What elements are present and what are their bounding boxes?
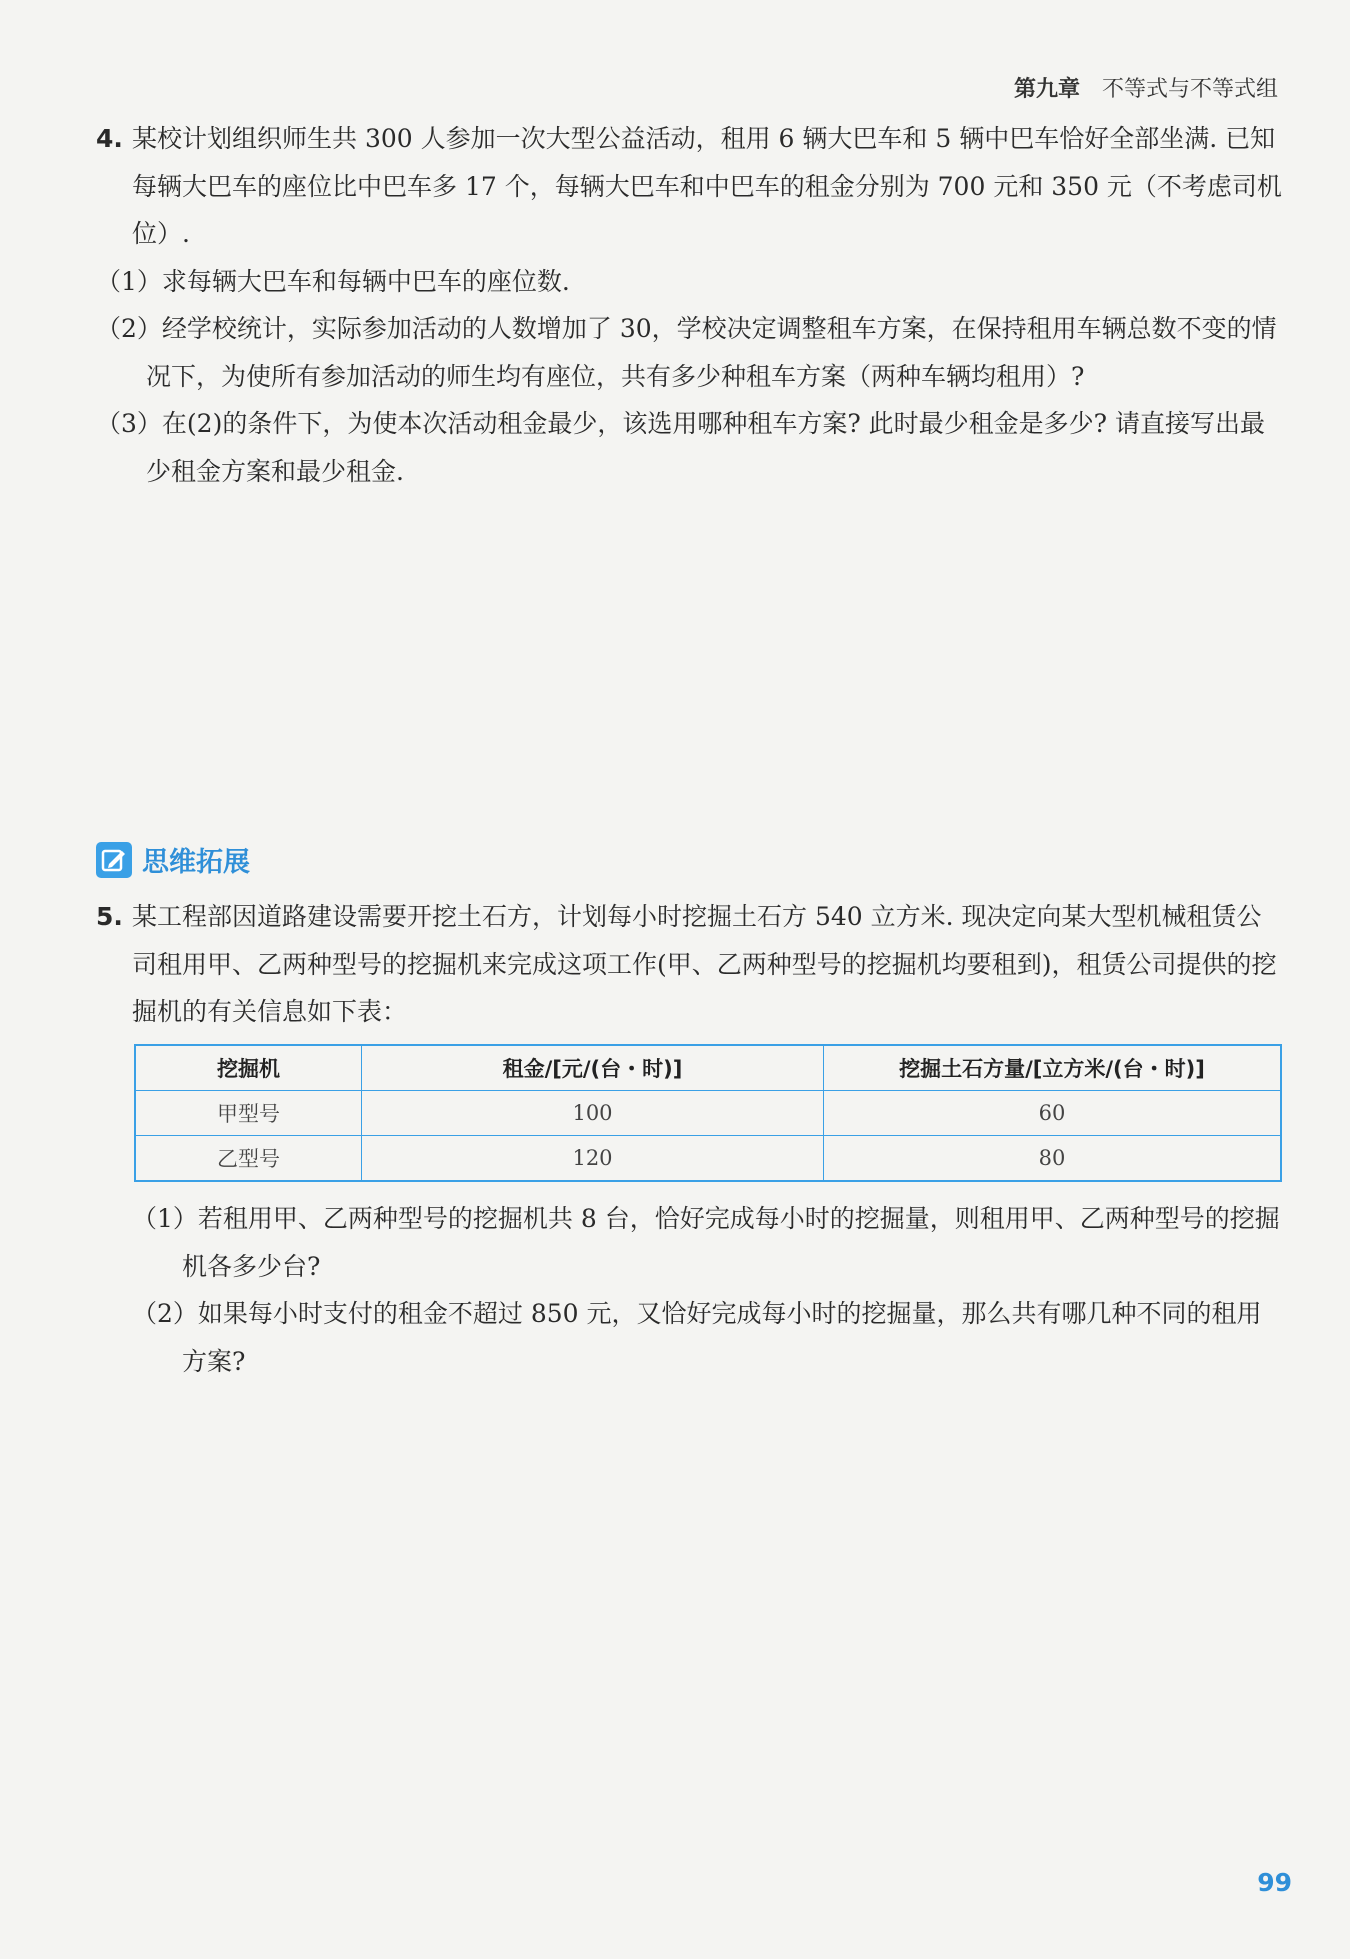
question-5-subquestions (96, 1195, 1282, 1385)
sub-question-2: （2）如果每小时支付的租金不超过 850 元，又恰好完成每小时的挖掘量，那么共有哪几种不同的租用方案? (132, 1299, 1262, 1376)
table-row (135, 1091, 1281, 1136)
question-4 (96, 115, 1282, 495)
question-number: 4. (96, 124, 123, 153)
table-cell: 60 (824, 1091, 1282, 1136)
page-number: 99 (1257, 1868, 1292, 1897)
sub-question-1: （1）若租用甲、乙两种型号的挖掘机共 8 台，恰好完成每小时的挖掘量，则租用甲、乙两种型号的挖掘机各多少台? (132, 1204, 1280, 1281)
question-number: 5. (96, 902, 123, 931)
table-cell: 乙型号 (135, 1136, 362, 1182)
table-header-row (135, 1045, 1281, 1091)
column-header: 租金/[元/(台・时)] (362, 1045, 824, 1091)
sub-question-2: （2）经学校统计，实际参加活动的人数增加了 30，学校决定调整租车方案，在保持租用车辆总数不变的情况下，为使所有参加活动的师生均有座位，共有多少种租车方案（两种车辆均租用）? (96, 314, 1277, 391)
sub-question-1: （1）求每辆大巴车和每辆中巴车的座位数. (96, 266, 570, 296)
sub-question-3: （3）在(2)的条件下，为使本次活动租金最少，该选用哪种租车方案? 此时最少租金是多少? 请直接写出最少租金方案和最少租金. (96, 409, 1266, 486)
table-row (135, 1136, 1281, 1182)
column-header: 挖掘机 (135, 1045, 362, 1091)
table-cell: 80 (824, 1136, 1282, 1182)
table-cell: 100 (362, 1091, 824, 1136)
chapter-title: 不等式与不等式组 (1101, 77, 1278, 102)
column-header: 挖掘土石方量/[立方米/(台・时)] (824, 1045, 1282, 1091)
section-heading (96, 840, 250, 879)
running-header (1014, 72, 1278, 103)
pencil-icon (96, 842, 132, 878)
question-5 (96, 893, 1282, 1036)
question-stem: 某校计划组织师生共 300 人参加一次大型公益活动，租用 6 辆大巴车和 5 辆中巴车恰好全部坐满. 已知每辆大巴车的座位比中巴车多 17 个，每辆大巴车和中巴车的租金分别为 700 元和 350 元（不考虑司机位）. (132, 124, 1282, 248)
chapter-label: 第九章 (1013, 77, 1080, 102)
section-title: 思维拓展 (142, 847, 250, 878)
question-stem: 某工程部因道路建设需要开挖土石方，计划每小时挖掘土石方 540 立方米. 现决定向某大型机械租赁公司租用甲、乙两种型号的挖掘机来完成这项工作(甲、乙两种型号的挖掘机均要租到)，租赁公司提供的挖掘机的有关信息如下表： (132, 902, 1277, 1026)
excavator-table (134, 1044, 1282, 1182)
table-cell: 120 (362, 1136, 824, 1182)
table-cell: 甲型号 (135, 1091, 362, 1136)
